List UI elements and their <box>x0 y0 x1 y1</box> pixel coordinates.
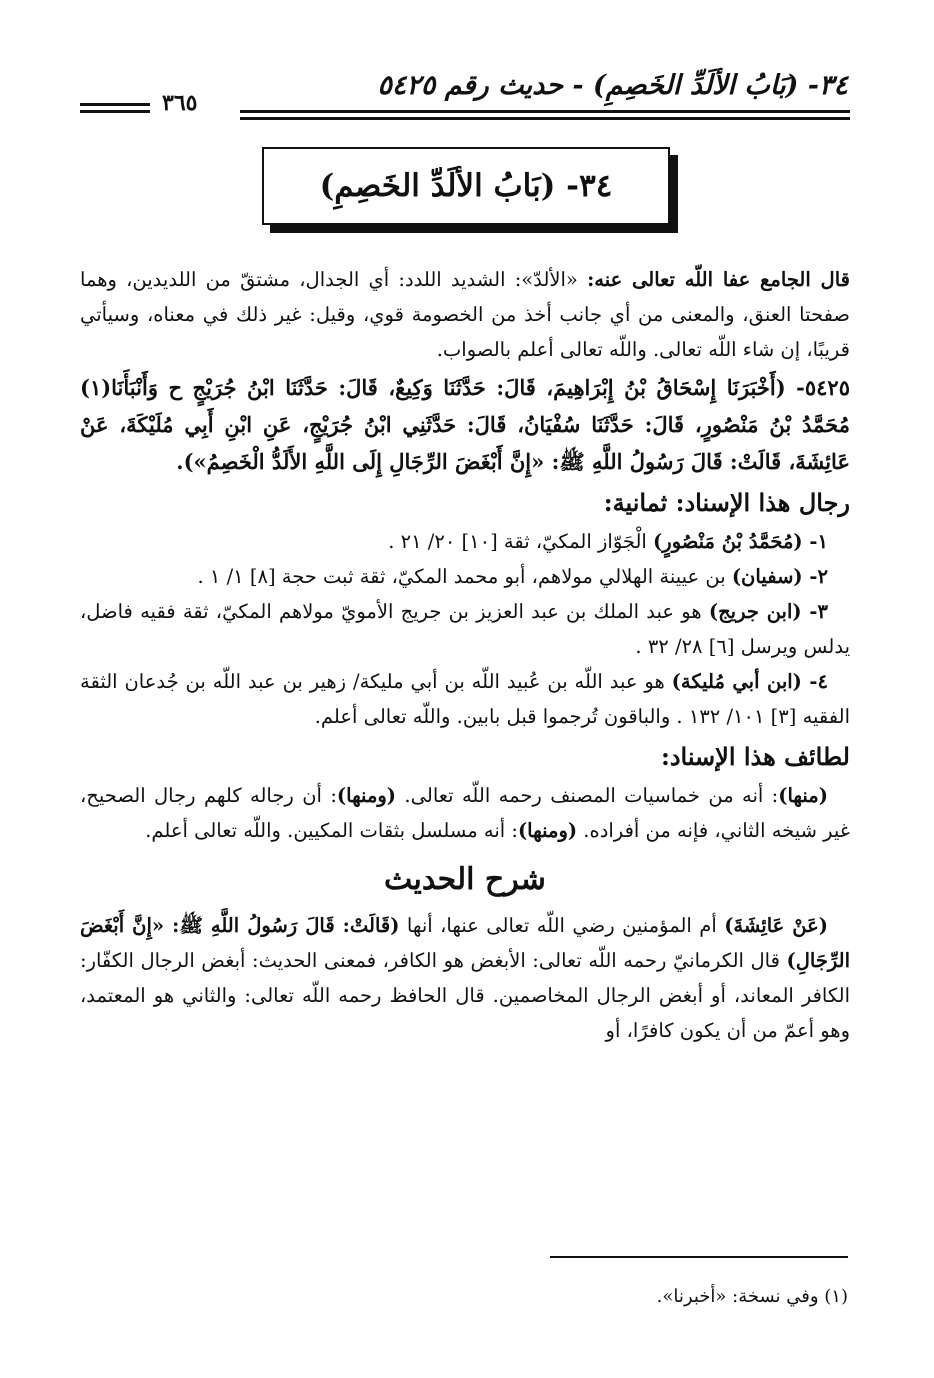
chapter-title-box <box>262 147 670 225</box>
subtlety-text: : أنه من خماسيات المصنف رحمه اللّه تعالى. <box>396 784 779 807</box>
narrator-name: ١- (مُحَمَّدُ بْنُ مَنْصُورٍ) <box>653 530 828 553</box>
narrator-item <box>80 559 850 594</box>
page-number: ٣٦٥ <box>162 90 198 116</box>
intro-lead: قال الجامع عفا اللّه تعالى عنه: <box>587 268 850 291</box>
main-text <box>80 262 850 1048</box>
header-rule-left-2 <box>80 110 150 113</box>
intro-text: «الألدّ»: الشديد اللدد: أي الجدال، مشتقّ من اللديدين، وهما صفحتا العنق، والمعنى من أي جانب أخذ من الخصومة قوي، وقيل: غير ذلك في معناه، وسيأتي قريبًا، إن شاء اللّه تعالى. واللّه تعالى أعلم بالصواب. <box>80 268 850 361</box>
narrator-name: ٤- (ابن أبي مُليكة) <box>671 670 828 693</box>
header-rule-right-1 <box>240 110 850 113</box>
sharh-heading: شرح الحديث <box>384 862 546 897</box>
sharh-text: قال الكرمانيّ رحمه اللّه تعالى: الأبغض هو الكافر، فمعنى الحديث: أبغض الرجال الكفّار: الكافر المعاند، أو أبغض الرجال المخاصمين. قال الحافظ رحمه اللّه تعالى: والثاني هو المعتمد، وهو أعمّ من أن يكون كافرًا، أو <box>80 949 850 1042</box>
narrators-heading: رجال هذا الإسناد: ثمانية: <box>603 488 850 517</box>
narrator-item <box>80 524 850 559</box>
subtleties-heading: لطائف هذا الإسناد: <box>660 742 850 771</box>
narrator-item <box>80 594 850 664</box>
footnote-rule <box>550 1256 848 1258</box>
subtlety-text: : أن رجاله كلهم رجال الصحيح، غير شيخه الثاني، فإنه من أفراده. <box>80 784 850 842</box>
chapter-title: ٣٤- (بَابُ الألَدِّ الخَصِمِ) <box>319 168 613 204</box>
running-header-title: ٣٤- (بَابُ الألَدِّ الخَصِمِ) - حديث رقم ٥٤٢٥ <box>377 70 848 101</box>
sharh-paragraph <box>80 908 850 1048</box>
subtleties-paragraph <box>80 778 850 848</box>
sharh-text: أم المؤمنين رضي اللّه تعالى عنها، أنها <box>399 914 725 937</box>
narrator-details: هو عبد الملك بن عبد العزيز بن جريج الأمويّ مولاهم المكيّ، ثقة فقيه فاضل، يدلس ويرسل [٦] ٢٨/ ٣٢ . <box>80 600 850 658</box>
footnote: (١) وفي نسخة: «أخبرنا». <box>656 1286 848 1307</box>
sharh-quote: (قَالَتْ: قَالَ رَسُولُ اللَّهِ ﷺ: «إِنَّ أَبْغَضَ الرِّجَالِ) <box>80 914 850 972</box>
subtlety-marker: (ومنها) <box>517 819 578 842</box>
narrator-details: الْجَوّاز المكيّ، ثقة [١٠] ٢٠/ ٢١ . <box>388 530 654 553</box>
narrator-name: ٢- (سفيان) <box>731 565 828 588</box>
narrator-details: بن عيينة الهلالي مولاهم، أبو محمد المكيّ، ثقة ثبت حجة [٨] ١/ ١ . <box>197 565 732 588</box>
subtlety-text: : أنه مسلسل بثقات المكيين. واللّه تعالى أعلم. <box>145 819 518 842</box>
sharh-quote: (عَنْ عَائِشَةَ) <box>724 914 829 937</box>
header-rule-right-2 <box>240 117 850 120</box>
header-rule-left-1 <box>80 103 150 106</box>
intro-paragraph <box>80 262 850 367</box>
narrator-name: ٣- (ابن جريج) <box>708 600 829 623</box>
narrator-details: هو عبد اللّه بن عُبيد اللّه بن أبي مليكة/ زهير بن عبد اللّه بن جُدعان الثقة الفقيه [٣] ١٠١/ ١٣٢ . والباقون تُرجموا قبل بابين. واللّه تعالى أعلم. <box>80 670 850 728</box>
subtlety-marker: (ومنها) <box>336 784 397 807</box>
narrator-item <box>80 664 850 734</box>
subtlety-marker: (منها) <box>778 784 828 807</box>
hadith-text: ٥٤٢٥- (أَخْبَرَنَا إِسْحَاقُ بْنُ إِبْرَاهِيمَ، قَالَ: حَدَّثَنَا وَكِيعٌ، قَالَ: حَدَّثَنَا ابْنُ جُرَيْجٍ ح وَأَنْبَأَنَا(١) مُحَمَّدُ بْنُ مَنْصُورٍ، قَالَ: حَدَّثَنَا سُفْيَانُ، قَالَ: حَدَّثَنِي ابْنُ جُرَيْجٍ، عَنِ ابْنِ أَبِي مُلَيْكَةَ، عَنْ عَائِشَةَ، قَالَتْ: قَالَ رَسُولُ اللَّهِ ﷺ: «إِنَّ أَبْغَضَ الرِّجَالِ إِلَى اللَّهِ الأَلَدُّ الْخَصِمُ»). <box>80 375 850 474</box>
